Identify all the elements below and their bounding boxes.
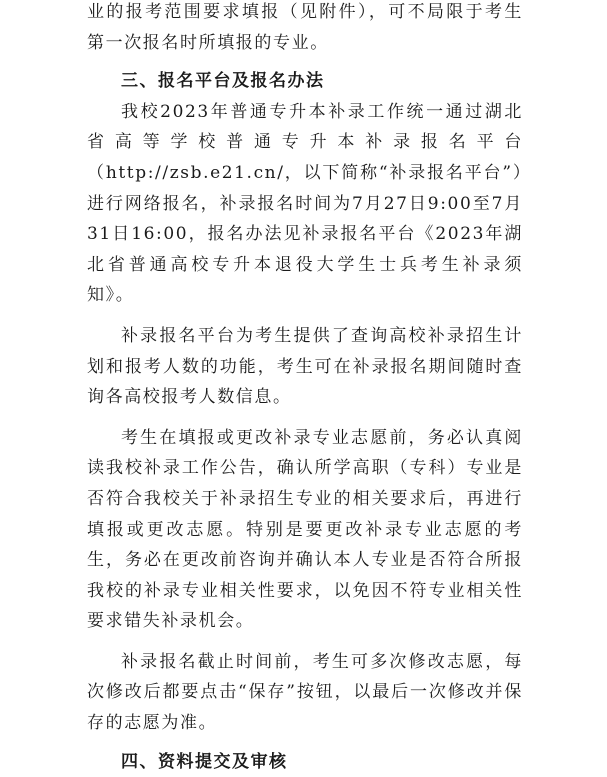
section-heading-3: 三、报名平台及报名办法 xyxy=(121,71,325,92)
paragraph-query: 补录报名平台为考生提供了查询高校补录招生计划和报考人数的功能，考生可在补录报名期间随时查询各高校报考人数信息。 xyxy=(87,325,523,408)
paragraph-notice: 考生在填报或更改补录专业志愿前，务必认真阅读我校补录工作公告，确认所学高职（专科）专业是否符合我校关于补录招生专业的相关要求后，再进行填报或更改志愿。特别是要更改补录专业志愿的考生，务必在更改前咨询并确认本人专业是否符合所报我校的补录专业相关性要求，以免因不符专业相关性要求错失补录机会。 xyxy=(87,427,523,632)
paragraph-deadline: 补录报名截止时间前，考生可多次修改志愿，每次修改后都要点击“保存”按钮，以最后一次修改并保存的志愿为准。 xyxy=(87,651,523,734)
paragraph-intro-tail: 业的报考范围要求填报（见附件），可不局限于考生第一次报名时所填报的专业。 xyxy=(87,2,523,53)
paragraph-platform: 我校2023年普通专升本补录工作统一通过湖北省高等学校普通专升本补录报名平台（http://zsb.e21.cn/，以下简称“补录报名平台”）进行网络报名，补录报名时间为7月27日9:00至7月31日16:00，报名办法见补录报名平台《2023年湖北省普通高校专升本退役大学生士兵考生补录须知》。 xyxy=(87,101,523,306)
section-heading-4: 四、资料提交及审核 xyxy=(121,751,288,772)
